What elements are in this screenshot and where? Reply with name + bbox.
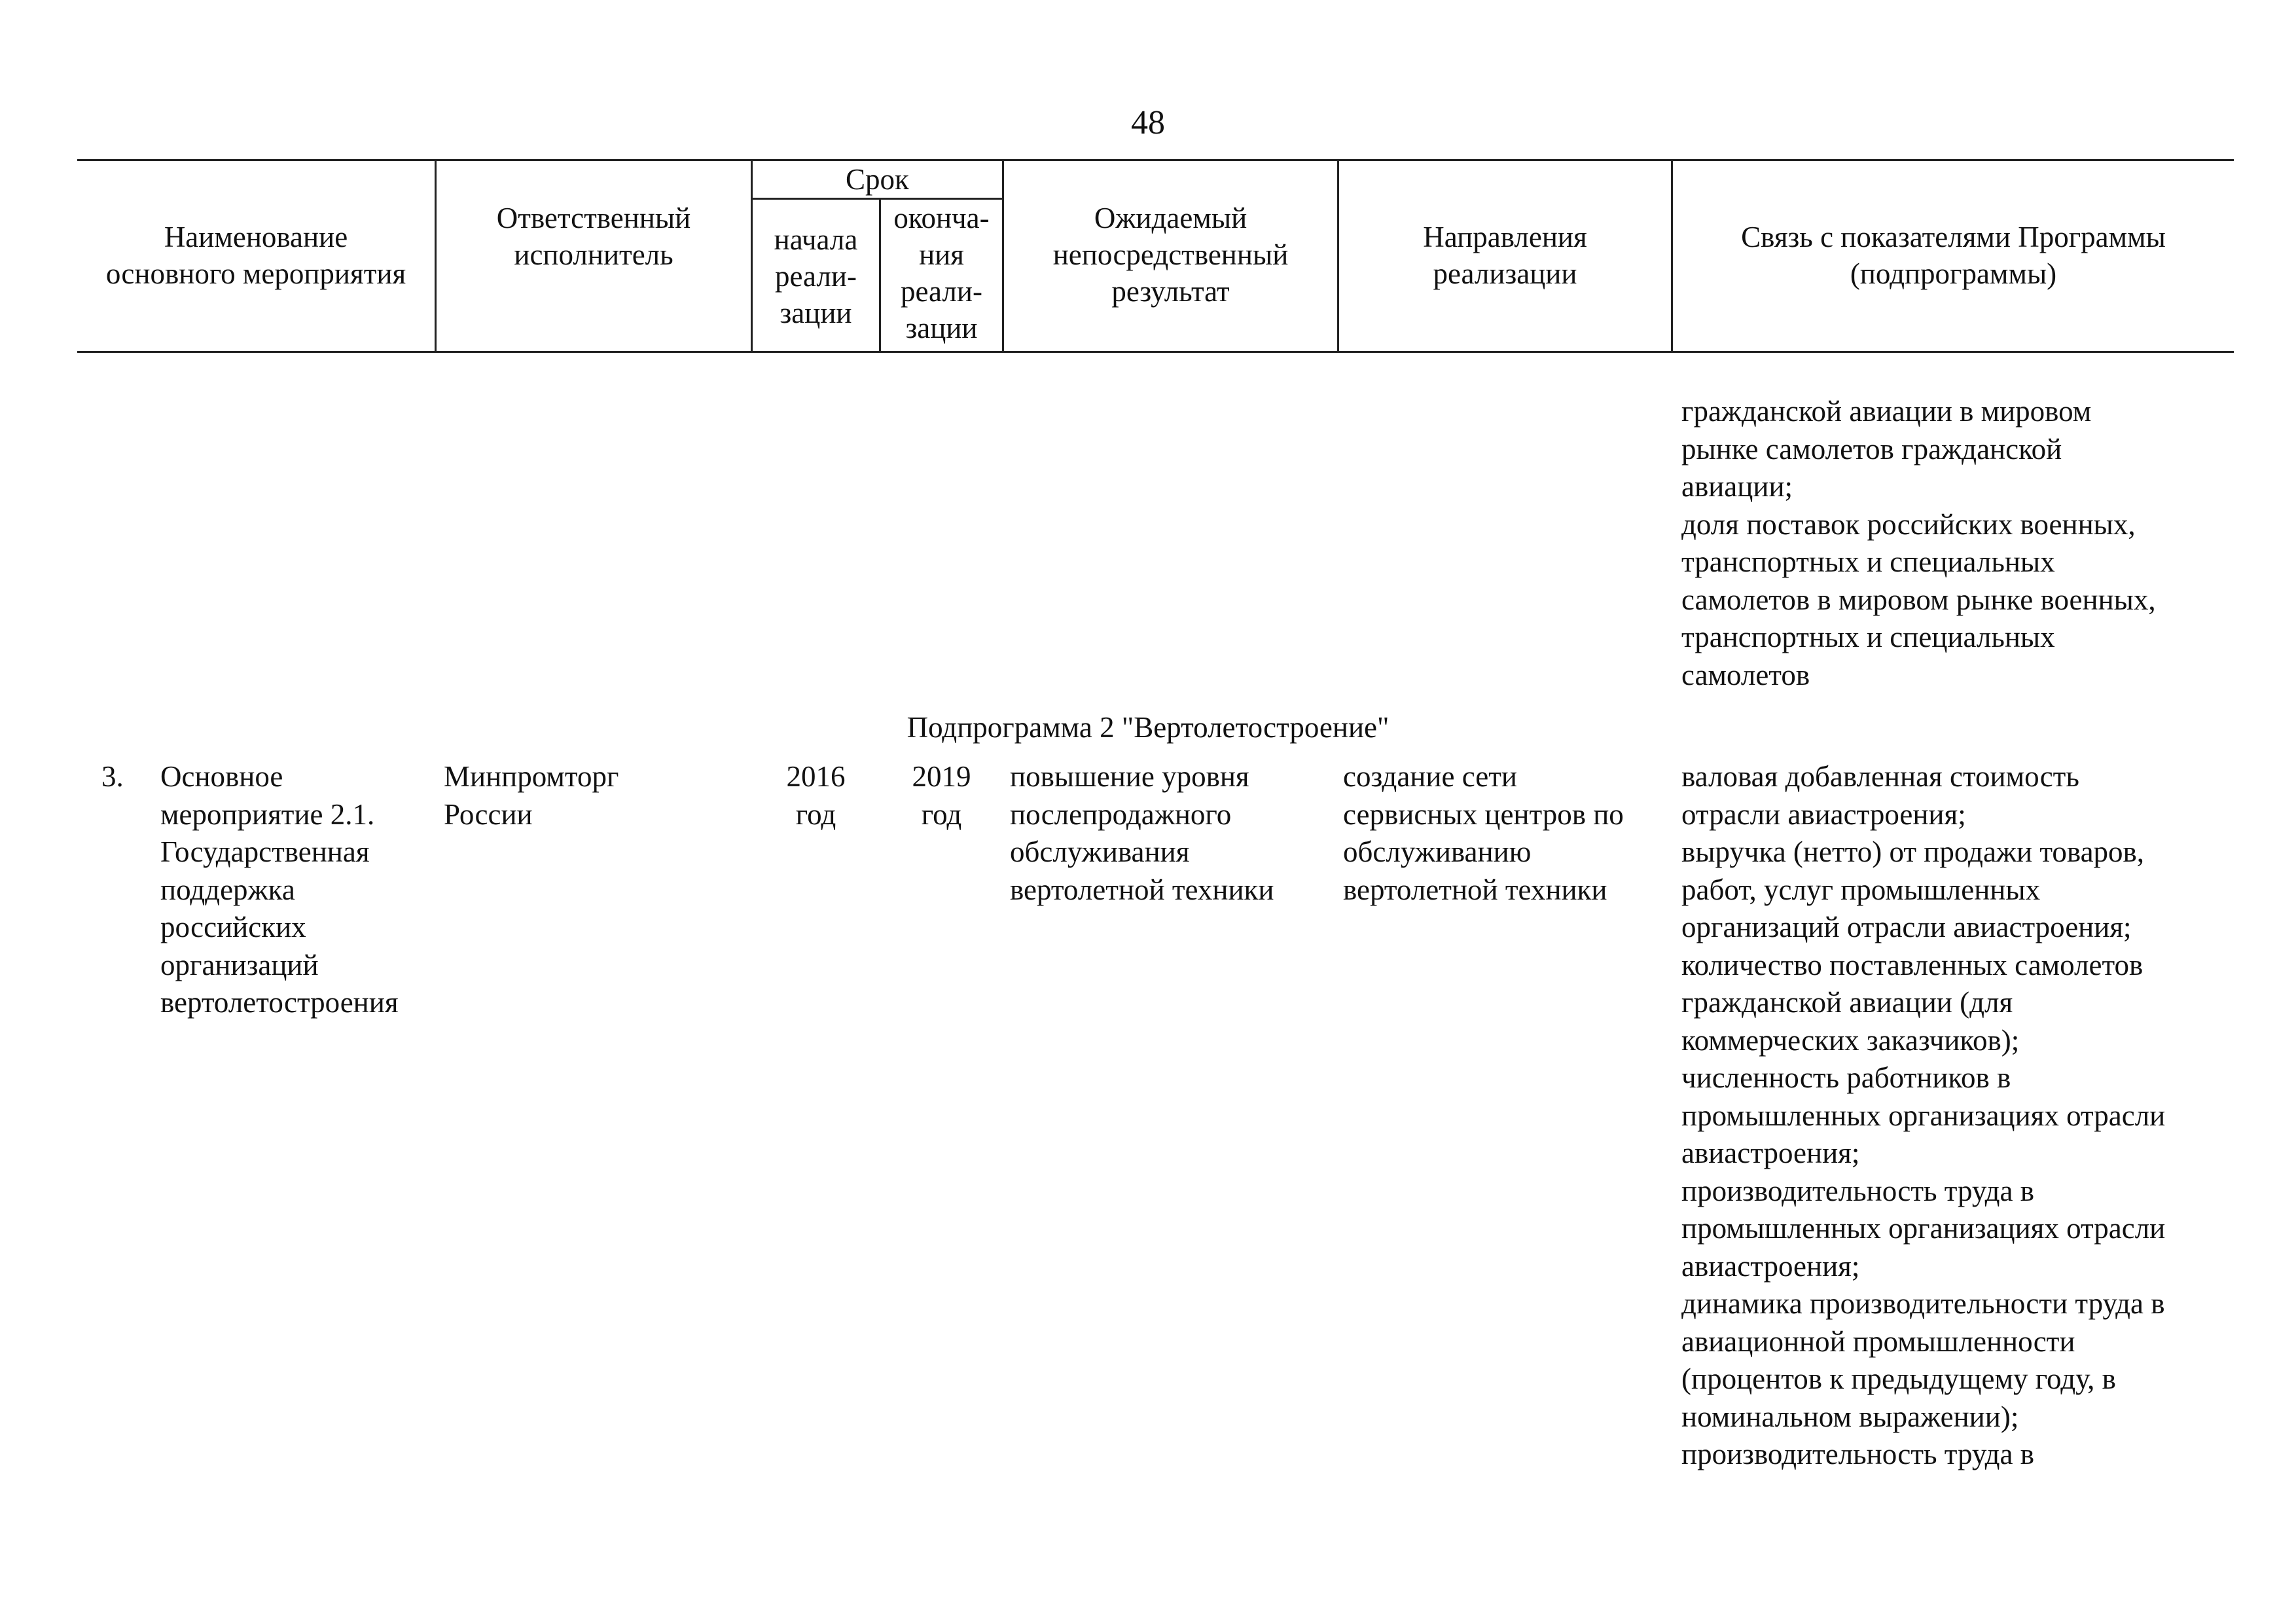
header-name: Наименование основного мероприятия xyxy=(105,221,406,290)
continuation-indicators: гражданской авиации в мировом рынке самолетов гражданской авиации; доля поставок российских военных, транспортных и специальных самолетов в мировом рынке военных, транспортных и специальных самолетов xyxy=(1681,395,2156,691)
header-result: Ожидаемый непосредственный результат xyxy=(1052,202,1289,308)
header-end: оконча- ния реали- зации xyxy=(893,202,990,344)
header-top-rule xyxy=(77,159,2234,161)
header-bottom-rule xyxy=(77,351,2234,353)
header-indicators: Связь с показателями Программы (подпрограммы) xyxy=(1741,221,2166,290)
subprogram-title: Подпрограмма 2 "Вертолетостроение" xyxy=(906,711,1390,744)
row-result: повышение уровня послепродажного обслуживания вертолетной техники xyxy=(1010,760,1274,906)
header-term: Срок xyxy=(846,163,909,196)
row-directions: создание сети сервисных центров по обслуживанию вертолетной техники xyxy=(1343,760,1624,906)
row-executor: Минпромторг России xyxy=(444,760,619,831)
row-name: Основное мероприятие 2.1. Государственная поддержка российских организаций вертолетостроения xyxy=(160,760,399,1019)
row-start: 2016 год xyxy=(786,760,846,831)
row-end: 2019 год xyxy=(912,760,971,831)
header-directions: Направления реализации xyxy=(1423,221,1587,290)
row-indicators: валовая добавленная стоимость отрасли авиастроения; выручка (нетто) от продажи товаров, работ, услуг промышленных организаций отрасли авиастроения; количество поставленных самолетов гражданской авиации (для коммерческих заказчиков); численность работников в промышленных организациях отрасли авиастроения; производительность труда в промышленных организациях отрасли авиастроения; динамика производительности труда в авиационной промышленности (процентов к предыдущему году, в номинальном выражении); производительность труда в xyxy=(1681,760,2166,1470)
row-number: 3. xyxy=(101,760,124,793)
page-number: 48 xyxy=(1131,104,1165,141)
header-start: начала реали- зации xyxy=(774,223,858,329)
header-executor: Ответственный исполнитель xyxy=(496,202,691,271)
